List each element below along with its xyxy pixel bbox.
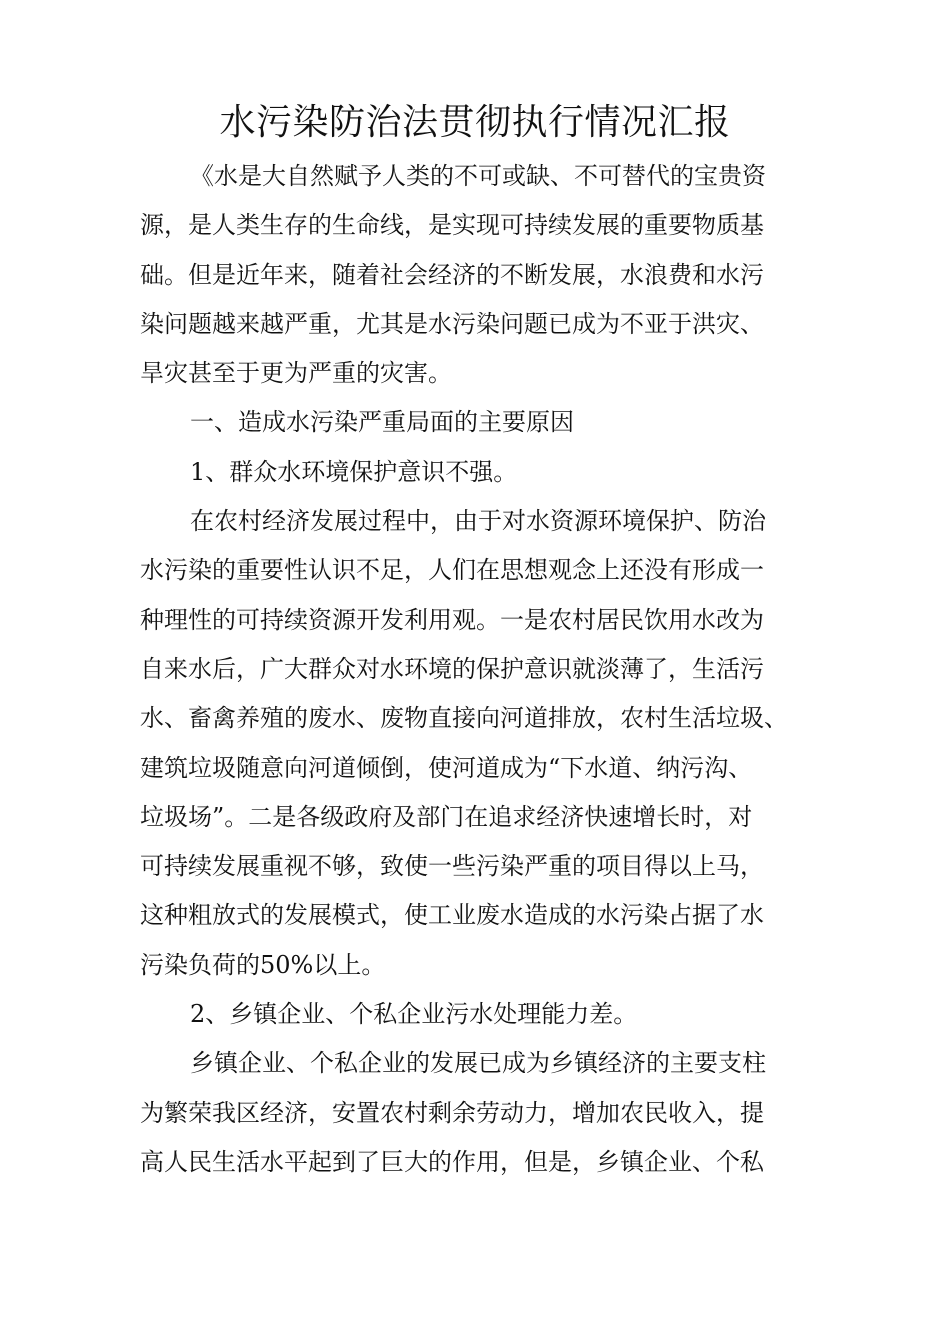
text-line: 础。但是近年来，随着社会经济的不断发展，水浪费和水污 bbox=[140, 260, 764, 289]
text-line: 在农村经济发展过程中，由于对水资源环境保护、防治 bbox=[190, 507, 766, 536]
subsection-heading: 1、群众水环境保护意识不强。 bbox=[190, 457, 518, 486]
subsection-heading: 2、乡镇企业、个私企业污水处理能力差。 bbox=[190, 1000, 638, 1029]
text-line: 自来水后，广大群众对水环境的保护意识就淡薄了，生活污 bbox=[140, 654, 764, 683]
text-line: 水污染的重要性认识不足，人们在思想观念上还没有形成一 bbox=[140, 556, 764, 585]
text-line: 源，是人类生存的生命线，是实现可持续发展的重要物质基 bbox=[140, 211, 764, 240]
section-heading: 一、造成水污染严重局面的主要原因 bbox=[190, 408, 574, 437]
text-line: 污染负荷的50%以上。 bbox=[140, 950, 386, 979]
document-title: 水污染防治法贯彻执行情况汇报 bbox=[219, 102, 731, 143]
text-line: 建筑垃圾随意向河道倾倒，使河道成为“下水道、纳污沟、 bbox=[140, 753, 753, 782]
text-line: 垃圾场”。二是各级政府及部门在追求经济快速增长时，对 bbox=[140, 802, 753, 831]
text-line: 高人民生活水平起到了巨大的作用，但是，乡镇企业、个私 bbox=[140, 1147, 764, 1176]
text-line: 可持续发展重视不够，致使一些污染严重的项目得以上马， bbox=[140, 852, 764, 881]
text-line: 水、畜禽养殖的废水、废物直接向河道排放，农村生活垃圾、 bbox=[140, 704, 788, 733]
text-line: 乡镇企业、个私企业的发展已成为乡镇经济的主要支柱 bbox=[190, 1049, 766, 1078]
text-line: 种理性的可持续资源开发利用观。一是农村居民饮用水改为 bbox=[140, 605, 764, 634]
text-line: 旱灾甚至于更为严重的灾害。 bbox=[140, 359, 452, 388]
document-body bbox=[140, 152, 820, 1187]
text-line: 这种粗放式的发展模式，使工业废水造成的水污染占据了水 bbox=[140, 901, 764, 930]
text-line: 为繁荣我区经济，安置农村剩余劳动力，增加农民收入，提 bbox=[140, 1098, 764, 1127]
text-line: 染问题越来越严重，尤其是水污染问题已成为不亚于洪灾、 bbox=[140, 309, 764, 338]
text-line: 《水是大自然赋予人类的不可或缺、不可替代的宝贵资 bbox=[190, 162, 766, 190]
